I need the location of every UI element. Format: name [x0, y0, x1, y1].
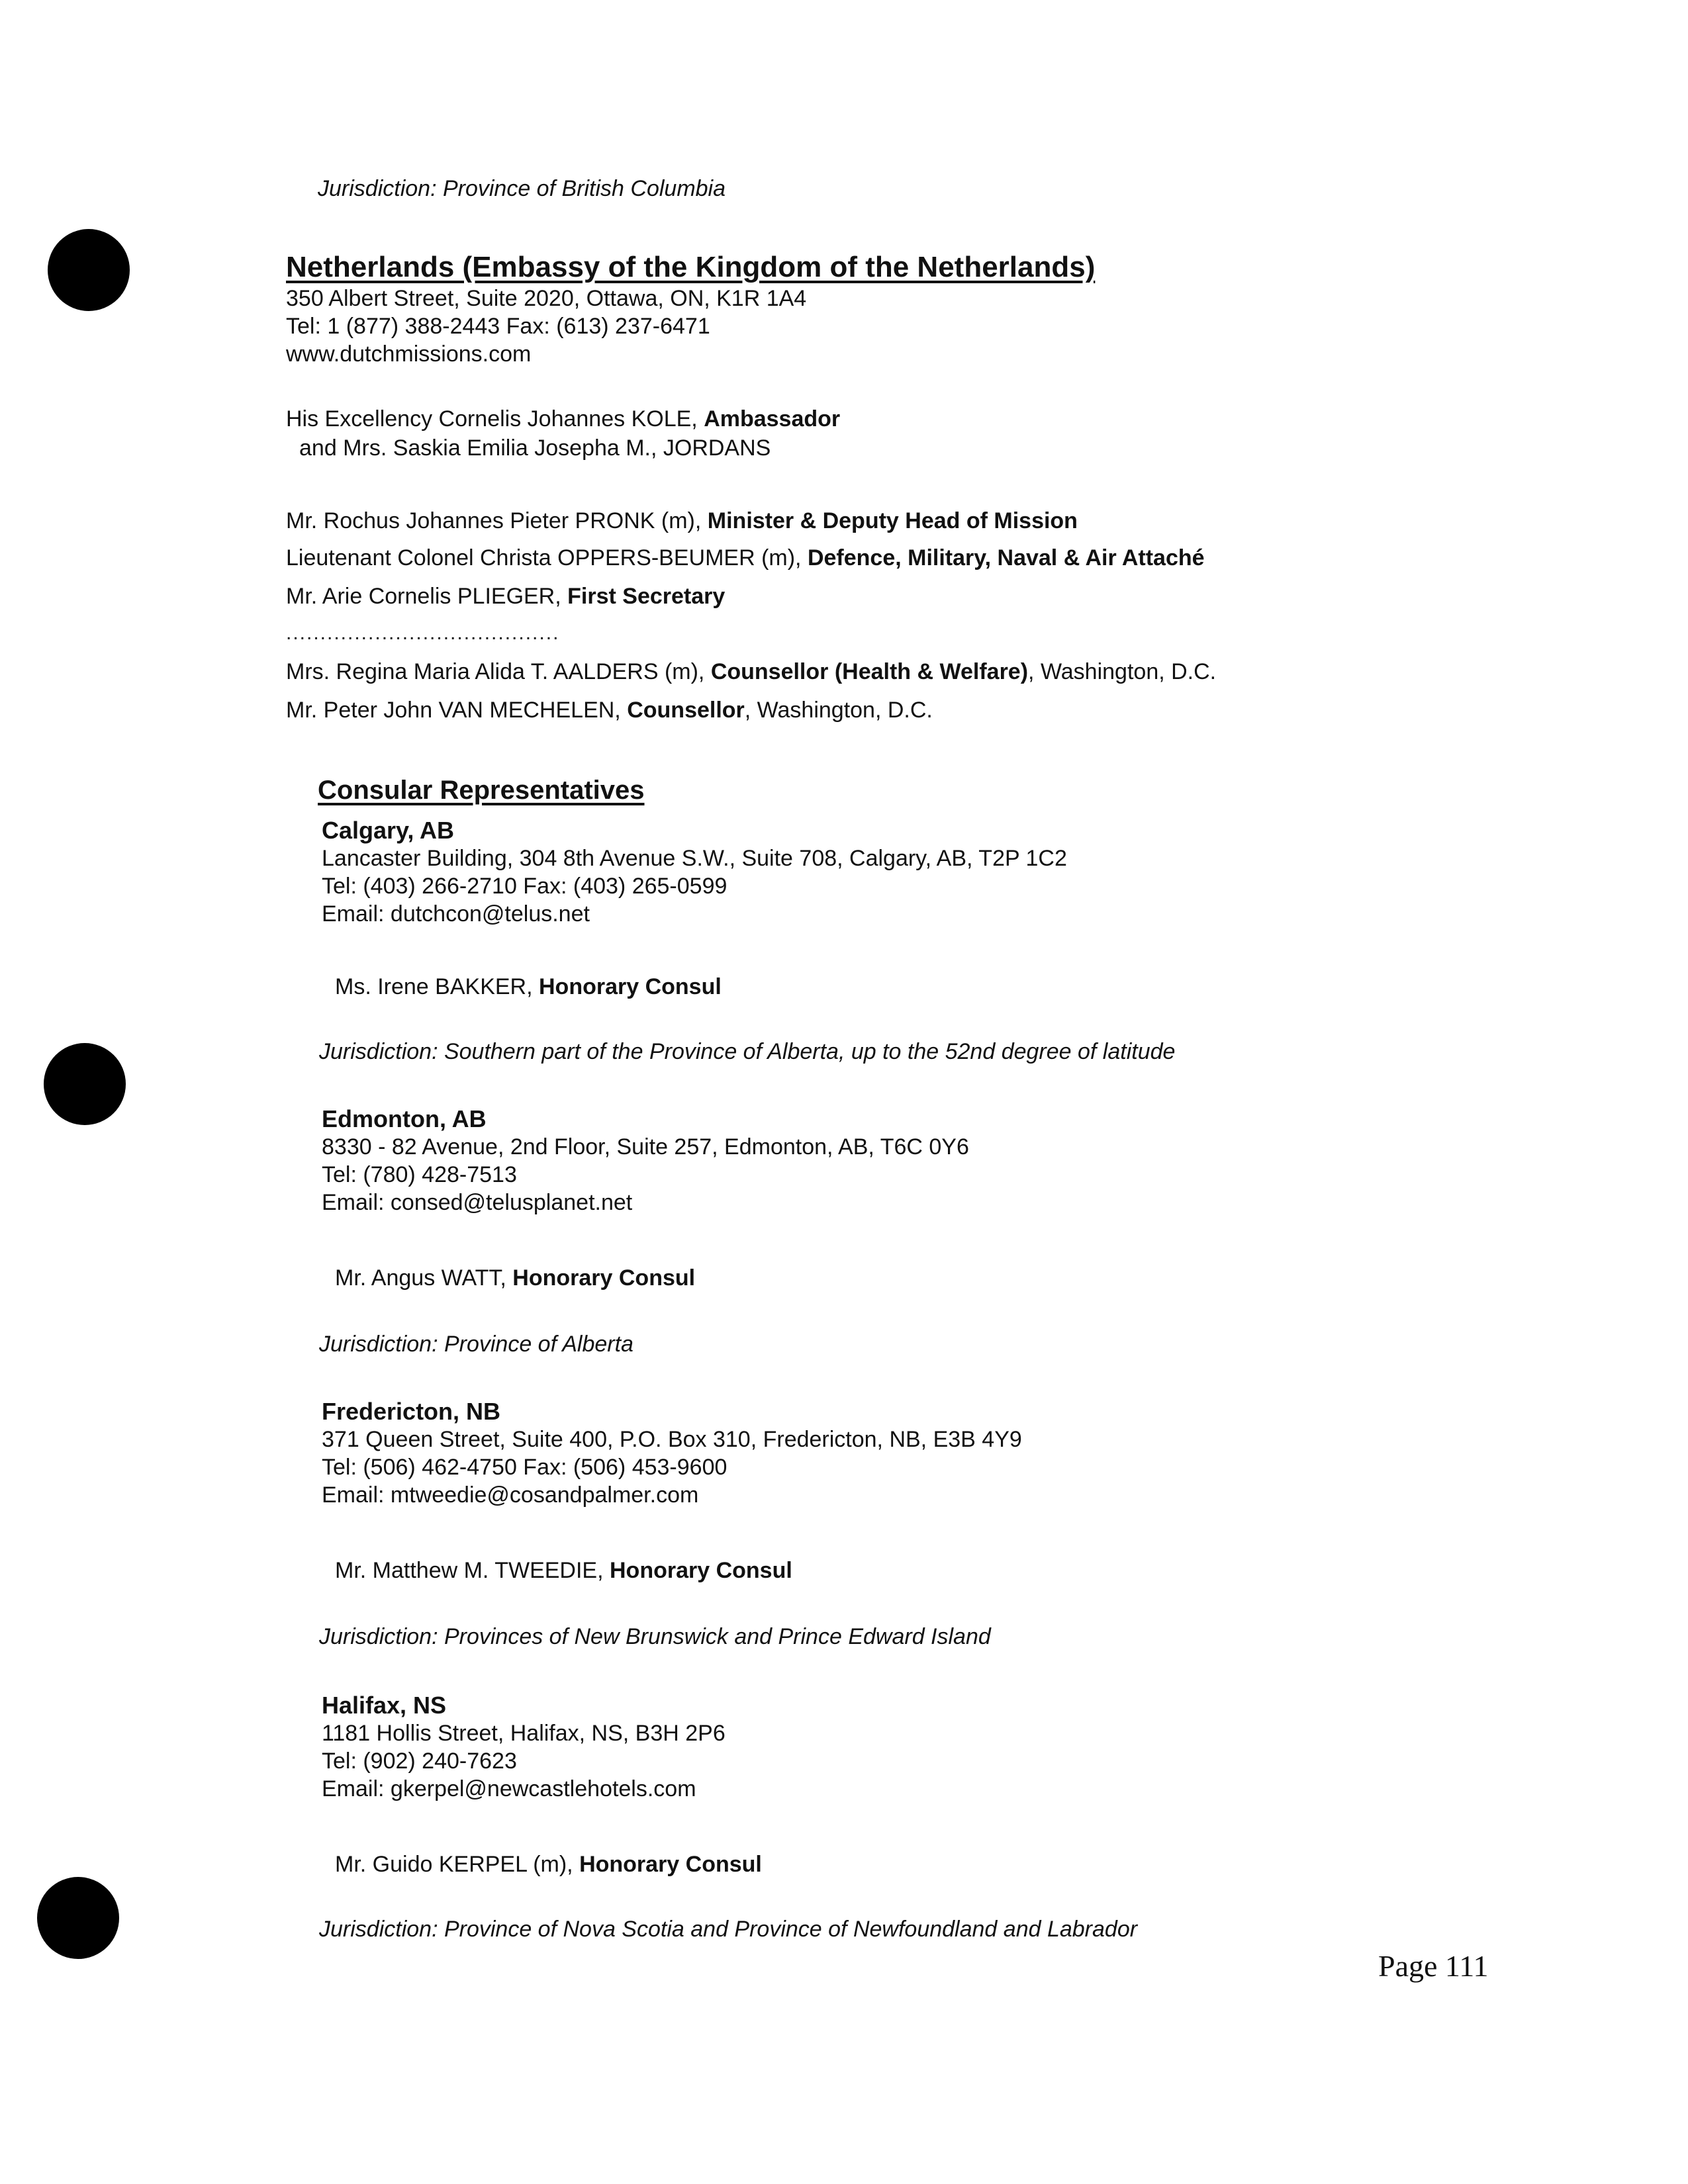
staff-ambassador: His Excellency Cornelis Johannes KOLE, Ambassador — [286, 406, 841, 432]
jurisdiction-halifax: Jurisdiction: Province of Nova Scotia and Province of Newfoundland and Labrador — [319, 1917, 1138, 1942]
office-address-halifax: 1181 Hollis Street, Halifax, NS, B3H 2P6 — [322, 1721, 726, 1746]
office-address-fredericton: 371 Queen Street, Suite 400, P.O. Box 310, Fredericton, NB, E3B 4Y9 — [322, 1427, 1022, 1452]
office-address-edmonton: 8330 - 82 Avenue, 2nd Floor, Suite 257, Edmonton, AB, T6C 0Y6 — [322, 1134, 969, 1160]
jurisdiction-calgary: Jurisdiction: Southern part of the Province of Alberta, up to the 52nd degree of latitude — [319, 1039, 1176, 1064]
consul-calgary: Ms. Irene BAKKER, Honorary Consul — [335, 974, 722, 999]
punch-hole-bottom — [37, 1877, 119, 1959]
consular-heading: Consular Representatives — [318, 776, 645, 805]
consul-edmonton: Mr. Angus WATT, Honorary Consul — [335, 1265, 696, 1291]
embassy-heading: Netherlands (Embassy of the Kingdom of the Netherlands) — [286, 251, 1096, 283]
office-phone-fredericton: Tel: (506) 462-4750 Fax: (506) 453-9600 — [322, 1455, 727, 1480]
office-phone-halifax: Tel: (902) 240-7623 — [322, 1749, 517, 1774]
office-address-calgary: Lancaster Building, 304 8th Avenue S.W., Suite 708, Calgary, AB, T2P 1C2 — [322, 846, 1067, 871]
office-city-fredericton: Fredericton, NB — [322, 1398, 501, 1425]
office-city-halifax: Halifax, NS — [322, 1692, 447, 1719]
staff-spouse: and Mrs. Saskia Emilia Josepha M., JORDANS — [299, 435, 771, 461]
office-email-fredericton: Email: mtweedie@cosandpalmer.com — [322, 1482, 699, 1508]
top-jurisdiction: Jurisdiction: Province of British Columbia — [318, 176, 726, 201]
punch-hole-top — [48, 229, 130, 311]
punch-hole-middle — [44, 1043, 126, 1125]
office-city-edmonton: Edmonton, AB — [322, 1105, 487, 1132]
staff-attache: Lieutenant Colonel Christa OPPERS-BEUMER (m), Defence, Military, Naval & Air Attaché — [286, 545, 1205, 570]
office-email-halifax: Email: gkerpel@newcastlehotels.com — [322, 1776, 696, 1801]
staff-counsellor-health: Mrs. Regina Maria Alida T. AALDERS (m), Counsellor (Health & Welfare), Washington, D.C. — [286, 659, 1217, 684]
embassy-address: 350 Albert Street, Suite 2020, Ottawa, ON, K1R 1A4 — [286, 286, 807, 311]
office-email-edmonton: Email: consed@telusplanet.net — [322, 1190, 633, 1215]
office-phone-calgary: Tel: (403) 266-2710 Fax: (403) 265-0599 — [322, 874, 727, 899]
office-email-calgary: Email: dutchcon@telus.net — [322, 901, 590, 927]
jurisdiction-edmonton: Jurisdiction: Province of Alberta — [319, 1332, 633, 1357]
consul-halifax: Mr. Guido KERPEL (m), Honorary Consul — [335, 1852, 762, 1877]
page-number: Page 111 — [1378, 1949, 1489, 1983]
separator-dots: ........................................ — [286, 622, 560, 644]
staff-counsellor: Mr. Peter John VAN MECHELEN, Counsellor, Washington, D.C. — [286, 698, 933, 723]
staff-minister: Mr. Rochus Johannes Pieter PRONK (m), Minister & Deputy Head of Mission — [286, 508, 1078, 533]
staff-first-secretary: Mr. Arie Cornelis PLIEGER, First Secretary — [286, 584, 726, 609]
embassy-phone: Tel: 1 (877) 388-2443 Fax: (613) 237-6471 — [286, 314, 710, 339]
jurisdiction-fredericton: Jurisdiction: Provinces of New Brunswick and Prince Edward Island — [319, 1624, 991, 1649]
office-city-calgary: Calgary, AB — [322, 817, 455, 844]
office-phone-edmonton: Tel: (780) 428-7513 — [322, 1162, 517, 1187]
consul-fredericton: Mr. Matthew M. TWEEDIE, Honorary Consul — [335, 1558, 792, 1583]
embassy-website: www.dutchmissions.com — [286, 341, 532, 367]
